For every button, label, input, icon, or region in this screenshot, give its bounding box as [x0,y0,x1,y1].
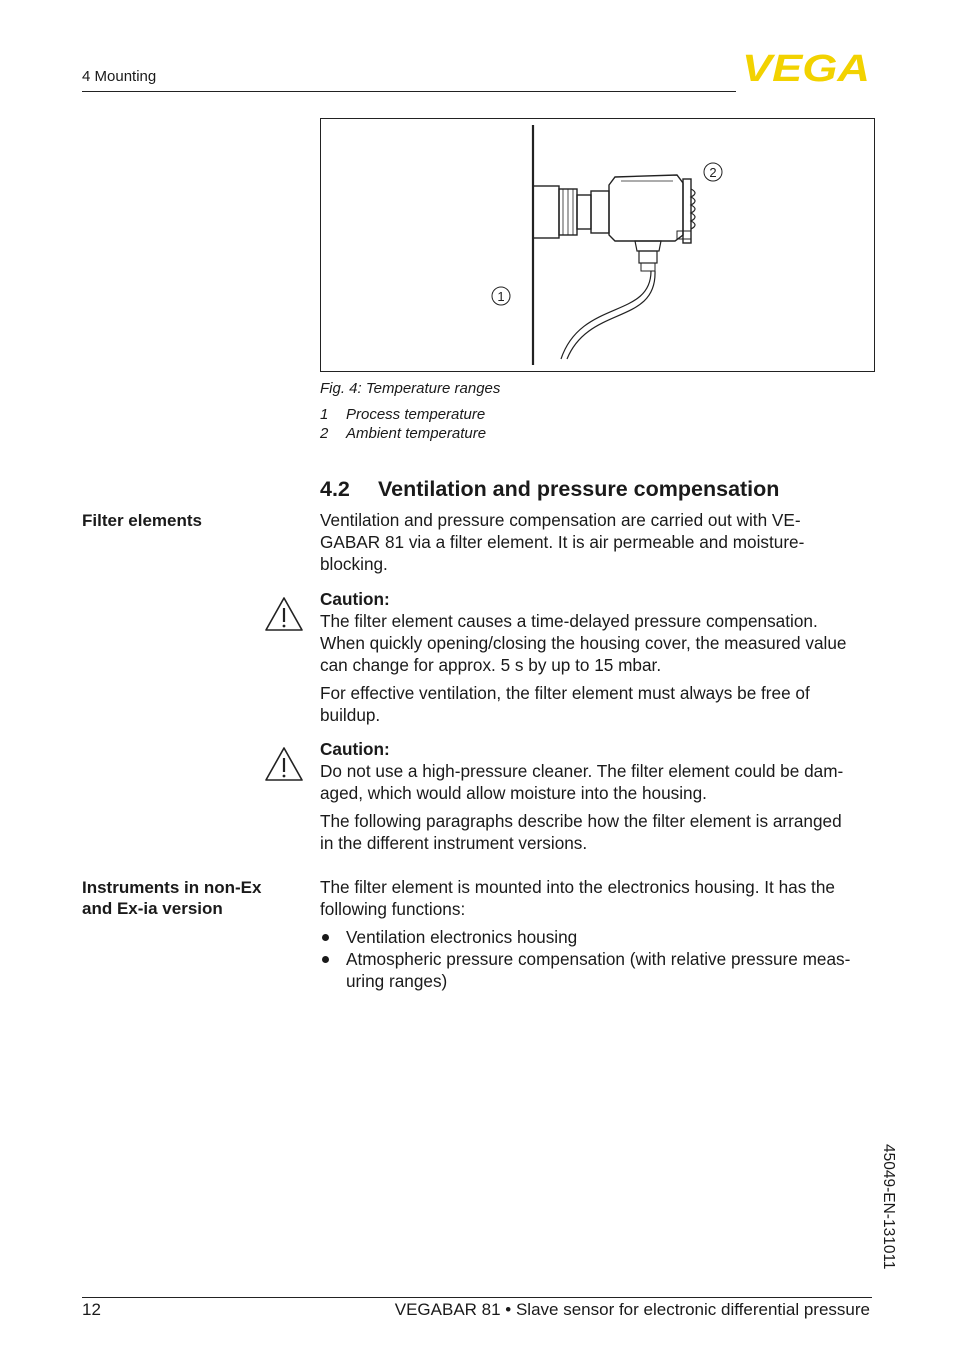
legend-text: Process temperature [346,406,486,423]
legend-text: Ambient temperature [346,425,487,442]
caution-title: Caution: [320,589,390,609]
bullet-icon [322,934,329,941]
label-1-text: 1 [497,289,505,304]
paragraph-line: blocking. [320,554,388,574]
side-label-filter-elements: Filter elements [82,511,202,530]
functions-list [320,926,875,992]
legend-number: 2 [320,425,329,442]
side-label-line: and Ex-ia version [82,899,223,918]
ventilation-paragraph [320,682,875,726]
paragraph-line: buildup. [320,705,381,725]
header-divider [82,91,736,92]
section-heading [320,477,779,502]
paragraph-line: aged, which would allow moisture into the housing. [320,783,707,803]
caution-title: Caution: [320,739,390,759]
footer-document-title: VEGABAR 81 • Slave sensor for electronic differential pressure [394,1300,870,1319]
section-number: 4.2 [320,477,350,501]
document-number-text: 45049-EN-131011 [880,1144,897,1270]
paragraph-line: When quickly opening/closing the housing cover, the measured value [320,633,847,653]
paragraph-line: can change for approx. 5 s by up to 15 mbar. [320,655,662,675]
list-item-text: uring ranges) [346,971,448,991]
list-item [320,926,875,948]
list-item-text: Ventilation electronics housing [346,927,578,947]
paragraph-line: in the different instrument versions. [320,833,588,853]
side-label-instruments [82,877,261,919]
list-item-text: Atmospheric pressure compensation (with relative pressure meas- [346,949,851,969]
list-item [320,948,875,992]
label-2-text: 2 [709,165,717,180]
footer-divider [82,1297,872,1298]
vega-logo [742,50,872,84]
sensor-diagram [321,119,874,371]
section-title: Ventilation and pressure compensation [378,477,780,501]
header-section-title: 4 Mounting [82,68,157,85]
document-number [870,1140,910,1290]
caution-block-1 [320,588,875,676]
figure-legend-item [320,425,486,442]
arrangement-paragraph [320,810,875,854]
caution-block-2 [320,738,875,804]
paragraph-line: following functions: [320,899,466,919]
side-label-line: Instruments in non-Ex [82,878,262,897]
paragraph-line: The filter element causes a time-delayed pressure compensation. [320,611,818,631]
bullet-icon [322,956,329,963]
paragraph-line: Do not use a high-pressure cleaner. The filter element could be dam- [320,761,844,781]
filter-elements-paragraph [320,509,875,575]
legend-number: 1 [320,406,329,423]
figure-caption: Fig. 4: Temperature ranges [320,380,501,397]
paragraph-line: The filter element is mounted into the electronics housing. It has the [320,877,835,897]
warning-icon [264,596,304,632]
paragraph-line: For effective ventilation, the filter element must always be free of [320,683,810,703]
instruments-paragraph [320,876,875,920]
page-number: 12 [82,1300,101,1319]
housing-body [609,175,683,241]
paragraph-line: The following paragraphs describe how the filter element is arranged [320,811,842,831]
figure-legend-item [320,406,485,423]
vega-logo-text: VEGA [742,50,870,84]
warning-icon [264,746,304,782]
paragraph-line: Ventilation and pressure compensation are carried out with VE- [320,510,801,530]
paragraph-line: GABAR 81 via a filter element. It is air permeable and moisture- [320,532,805,552]
figure-temperature-ranges [320,118,875,372]
